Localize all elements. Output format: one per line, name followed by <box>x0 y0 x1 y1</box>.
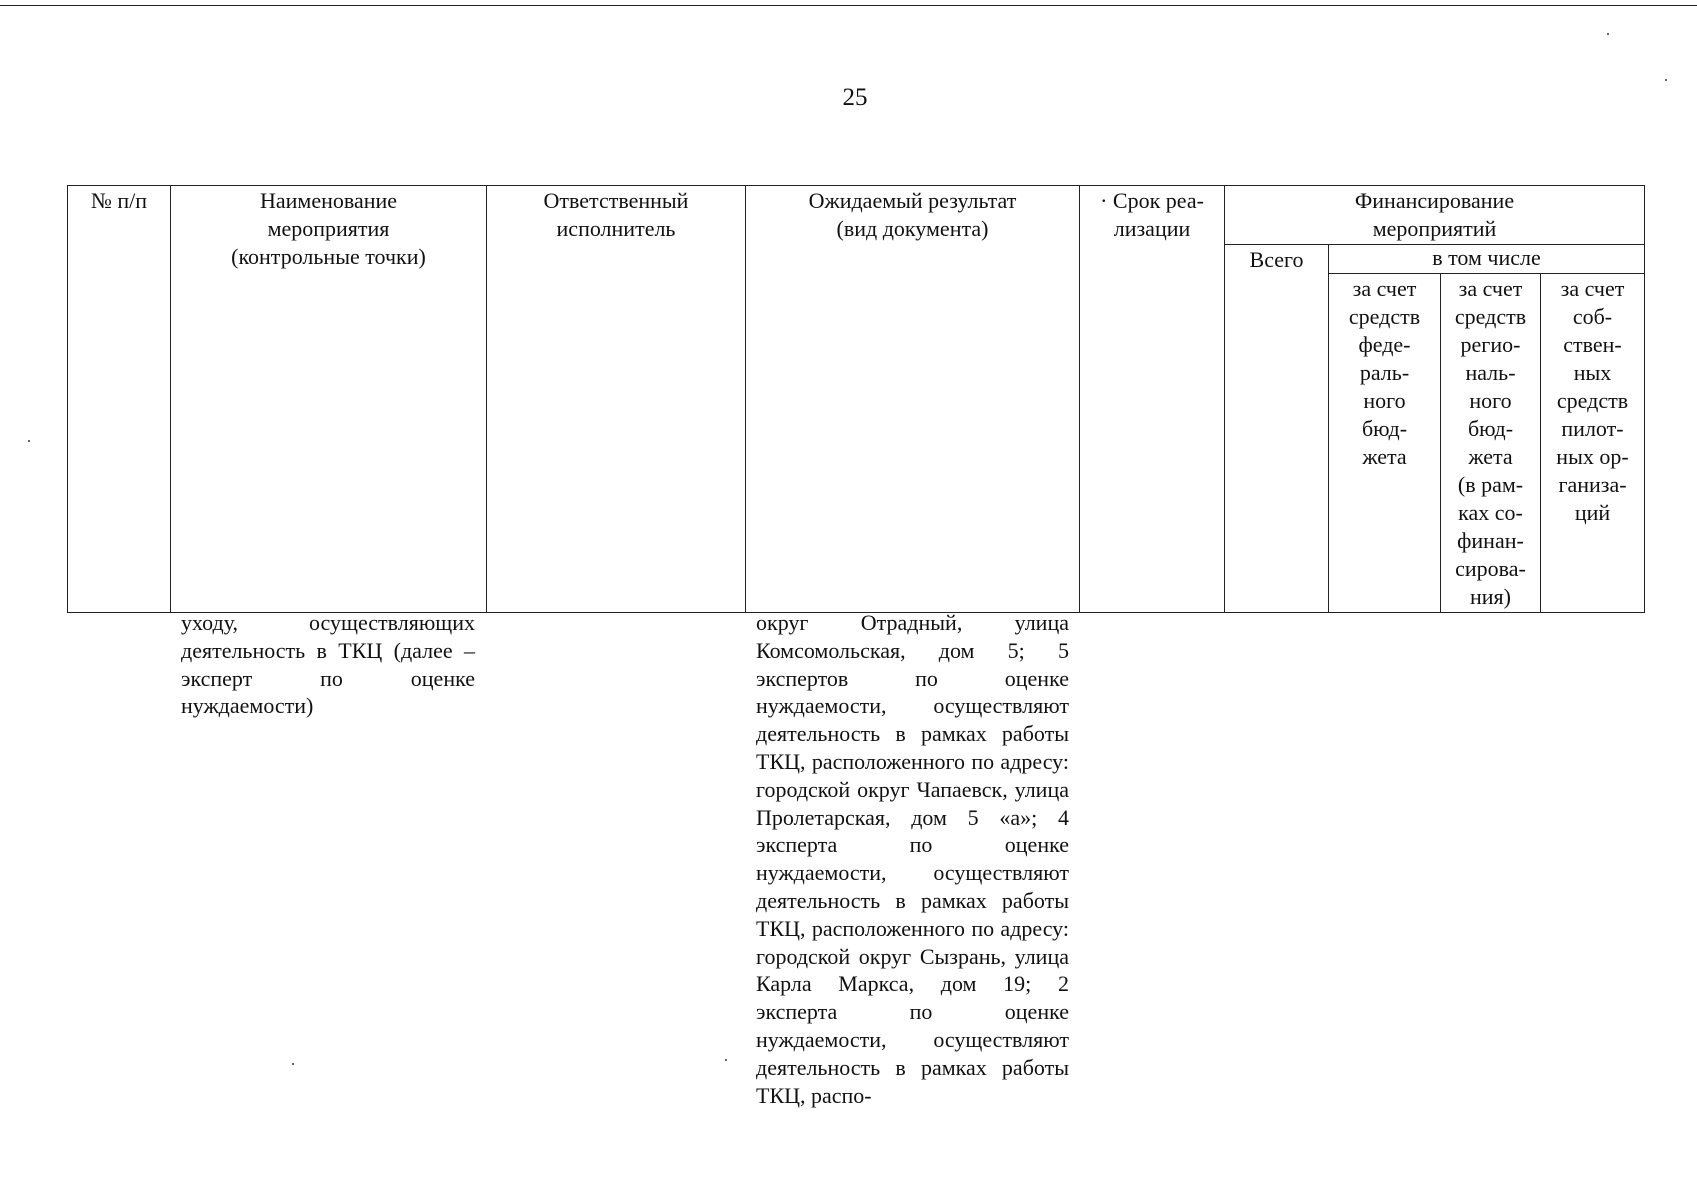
header-cell-event-name: Наименование мероприятия (контрольные точки) <box>171 186 487 613</box>
header-cell-term: · Срок реа- лизации <box>1080 186 1225 613</box>
header-cell-expected-result: Ожидаемый результат (вид документа) <box>746 186 1080 613</box>
continuation-event-name: уходу, осуществляющих деятельность в ТКЦ (далее – эксперт по оценке нуждаемости) <box>181 610 475 719</box>
scan-speck <box>292 1063 294 1065</box>
scan-speck <box>725 1059 727 1061</box>
header-cell-responsible: Ответственный исполнитель <box>487 186 746 613</box>
header-cell-own-funds: за счет соб- ствен- ных средств пилот- ных ор- ганиза- ций <box>1541 274 1645 613</box>
scan-speck <box>28 440 30 442</box>
header-cell-regional-budget: за счет средств регио- наль- ного бюд- жета (в рам- ках со- финан- сирова- ния) <box>1441 274 1541 613</box>
header-cell-including: в том числе <box>1329 245 1645 274</box>
header-cell-total: Всего <box>1225 245 1329 613</box>
header-cell-financing: Финансирование мероприятий <box>1225 186 1645 245</box>
header-cell-federal-budget: за счет средств феде- раль- ного бюд- жета <box>1329 274 1441 613</box>
page-number: 25 <box>842 84 868 111</box>
header-cell-number: № п/п <box>68 186 171 613</box>
header-table <box>67 185 1645 613</box>
continuation-expected-result: округ Отрадный, улица Комсомольская, дом 5; 5 экспертов по оценке нуждаемости, осуществляют деятельность в рамках работы ТКЦ, расположенного по адресу: городской округ Чапаевск, улица Пролетарская, дом 5 «а»; 4 эксперта по оценке нуждаемости, осуществляют деятельность в рамках работы ТКЦ, расположенного по адресу: городской округ Сызрань, улица Карла Маркса, дом 19; 2 эксперта по оценке нуждаемости, осуществляют деятельность в рамках работы ТКЦ, распо- <box>756 610 1069 1108</box>
scan-speck <box>1665 79 1667 81</box>
scan-speck <box>1607 33 1609 35</box>
page-top-rule <box>0 5 1697 6</box>
